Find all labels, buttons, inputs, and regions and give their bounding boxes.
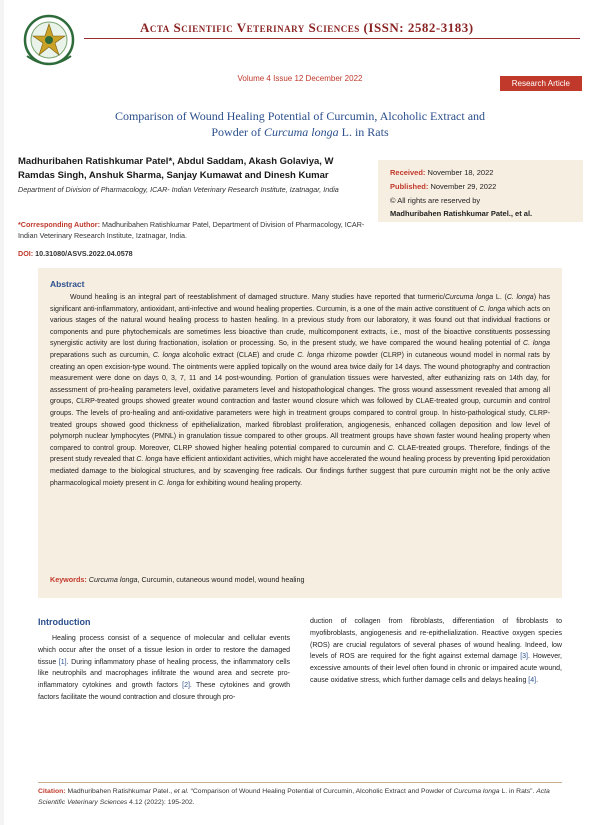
corresponding-text: Madhuribahen Ratishkumar Patel, Department of Division of Pharmacology, ICAR- Indian Veterinary Research Institute, Izatnagar, India. [18, 220, 365, 240]
corresponding-author [18, 219, 368, 241]
title-line-1: Comparison of Wound Healing Potential of Curcumin, Alcoholic Extract and [114, 109, 486, 123]
rights-statement: © All rights are reserved by [390, 196, 481, 205]
introduction-column-1: Healing process consist of a sequence of molecular and cellular events which occur after the onset of a tissue lesion in order to restore the damaged tissue [1]. During inflammatory phase of healing process, the inflammatory cells like neutrophils and macrophages infiltrate the wound area and secrete pro-inflammatory cytokines and growth factors [2]. These cytokines and growth factors facilitate the wound contraction and closure through pro- [38, 635, 291, 701]
citation-link[interactable]: [4] [528, 676, 537, 684]
title-line-2: Powder of Curcuma longa L. in Rats [211, 125, 389, 139]
rights-author: Madhuribahen Ratishkumar Patel., et al. [390, 209, 533, 218]
abstract-text: Wound healing is an integral part of reestablishment of damaged structure. Many studies have reported that turmeric/Curcuma longa L. (C. longa) has significant anti-inflammatory, antioxidant, anti-infective and wound healing properties. Curcumin, is a one of the main active constituent of C. longa which acts on various stages of the natural wound healing process to hasten healing. In a previous study from our laboratory, it was found out that individual fractions or components and pure phytochemicals are sometimes less bioactive than crude, multicomponent extracts, i.e., most of the bioactive constituents possessing synergistic activity are lost during fractionation, isolation or processing. So, in the present study, we have compared the wound healing potential of C. longa preparations such as curcumin, C. longa alcoholic extract (CLAE) and crude C. longa rhizome powder (CLRP) in cutaneous wound model in normal rats by creating an open excision-type wound. The ointments were applied topically on the wound area twice daily for 14 days. The wound photography and contraction measurement were done on days 0, 3, 7, 11 and 14 post-wounding. Portion of granulation tissues were harvested, after euthanizing rats on 14th day, for assessment of pro-healing parameters level, oxidative parameters level and histopathological changes. The gross wound assessment revealed that among all groups, CLRP-treated groups showed greater wound contraction and faster wound closure which was followed by CLAE-treated group, curcumin and control groups. The levels of pro-healing and anti-oxidative parameters were high in treatment groups compared to control group. In histo-pathological study, CLRP-treated groups showed good thickness of epithelialization, marked fibroblast proliferation, angiogenesis, enhanced collagen deposition and low level of polymorph nuclear lymphocytes (PMNL) in granulation tissue compared to other groups. All treatment groups have shown faster wound healing property when compared to control group. Moreover, CLRP showed higher healing potential compared to curcumin and C. CLAE-treated groups. Therefore, findings of the present study revealed that C. longa have efficient antioxidant activities, which might have accelerated the wound healing process by preventing lipid peroxidation mediated damage to the biological structures, and by scavenging free radicals. Our findings further suggest that pure curcumin might not be the only active pharmacological moiety present in C. longa for exhibiting wound healing property. [50, 294, 551, 487]
dates-box [378, 160, 583, 222]
footer-rule [38, 782, 562, 783]
citation-link[interactable]: [2] [182, 682, 190, 690]
corresponding-label: *Corresponding Author: [18, 220, 100, 229]
received-date: Received: November 18, 2022 [390, 168, 494, 177]
citation-link[interactable]: [3] [520, 653, 528, 661]
doi-link[interactable]: 10.31080/ASVS.2022.04.0578 [35, 249, 133, 258]
abstract-box [38, 268, 562, 598]
journal-logo [18, 12, 80, 68]
author-list: Madhuribahen Ratishkumar Patel*, Abdul Saddam, Akash Golaviya, W Ramdas Singh, Anshuk Sharma, Sanjay Kumawat and Dinesh Kumar [18, 156, 334, 181]
citation-footer: Citation: Madhuribahen Ratishkumar Patel., et al. “Comparison of Wound Healing Potential of Curcumin, Alcoholic Extract and Powder of Curcuma longa L. in Rats”. Acta Scientific Veterinary Sciences 4.12 (2022): 195-202. [38, 788, 550, 806]
published-date: Published: November 29, 2022 [390, 182, 497, 191]
header-rule [84, 38, 580, 39]
journal-logo-icon [18, 12, 80, 68]
doi: DOI: 10.31080/ASVS.2022.04.0578 [18, 249, 133, 258]
article-type-badge: Research Article [500, 76, 582, 91]
article-title [60, 108, 540, 140]
page-edge [0, 0, 4, 825]
introduction-heading: Introduction [38, 617, 91, 627]
abstract-heading: Abstract [50, 279, 85, 289]
citation-link[interactable]: [1] [58, 658, 67, 666]
affiliation: Department of Division of Pharmacology, ICAR- Indian Veterinary Research Institute, Izatnagar, India [18, 185, 339, 194]
keywords: Keywords: Curcuma longa, Curcumin, cutaneous wound model, wound healing [50, 575, 305, 584]
volume-issue: Volume 4 Issue 12 December 2022 [237, 74, 363, 83]
introduction-column-2: duction of collagen from fibroblasts, differentiation of fibroblasts to myofibroblasts, angiogenesis and re-epithelialization. Reactive oxygen species (ROS) are crucial regulators of several phases of wound healing. Indeed, low levels of ROS are required for the fight against external damage [3]. However, excessive amounts of their level often found in chronic or impaired acute wound, cause oxidative stress, which further damage cells and delays healing [4]. [310, 618, 562, 684]
journal-title: Acta Scientific Veterinary Sciences (ISSN: 2582-3183) [140, 20, 474, 35]
